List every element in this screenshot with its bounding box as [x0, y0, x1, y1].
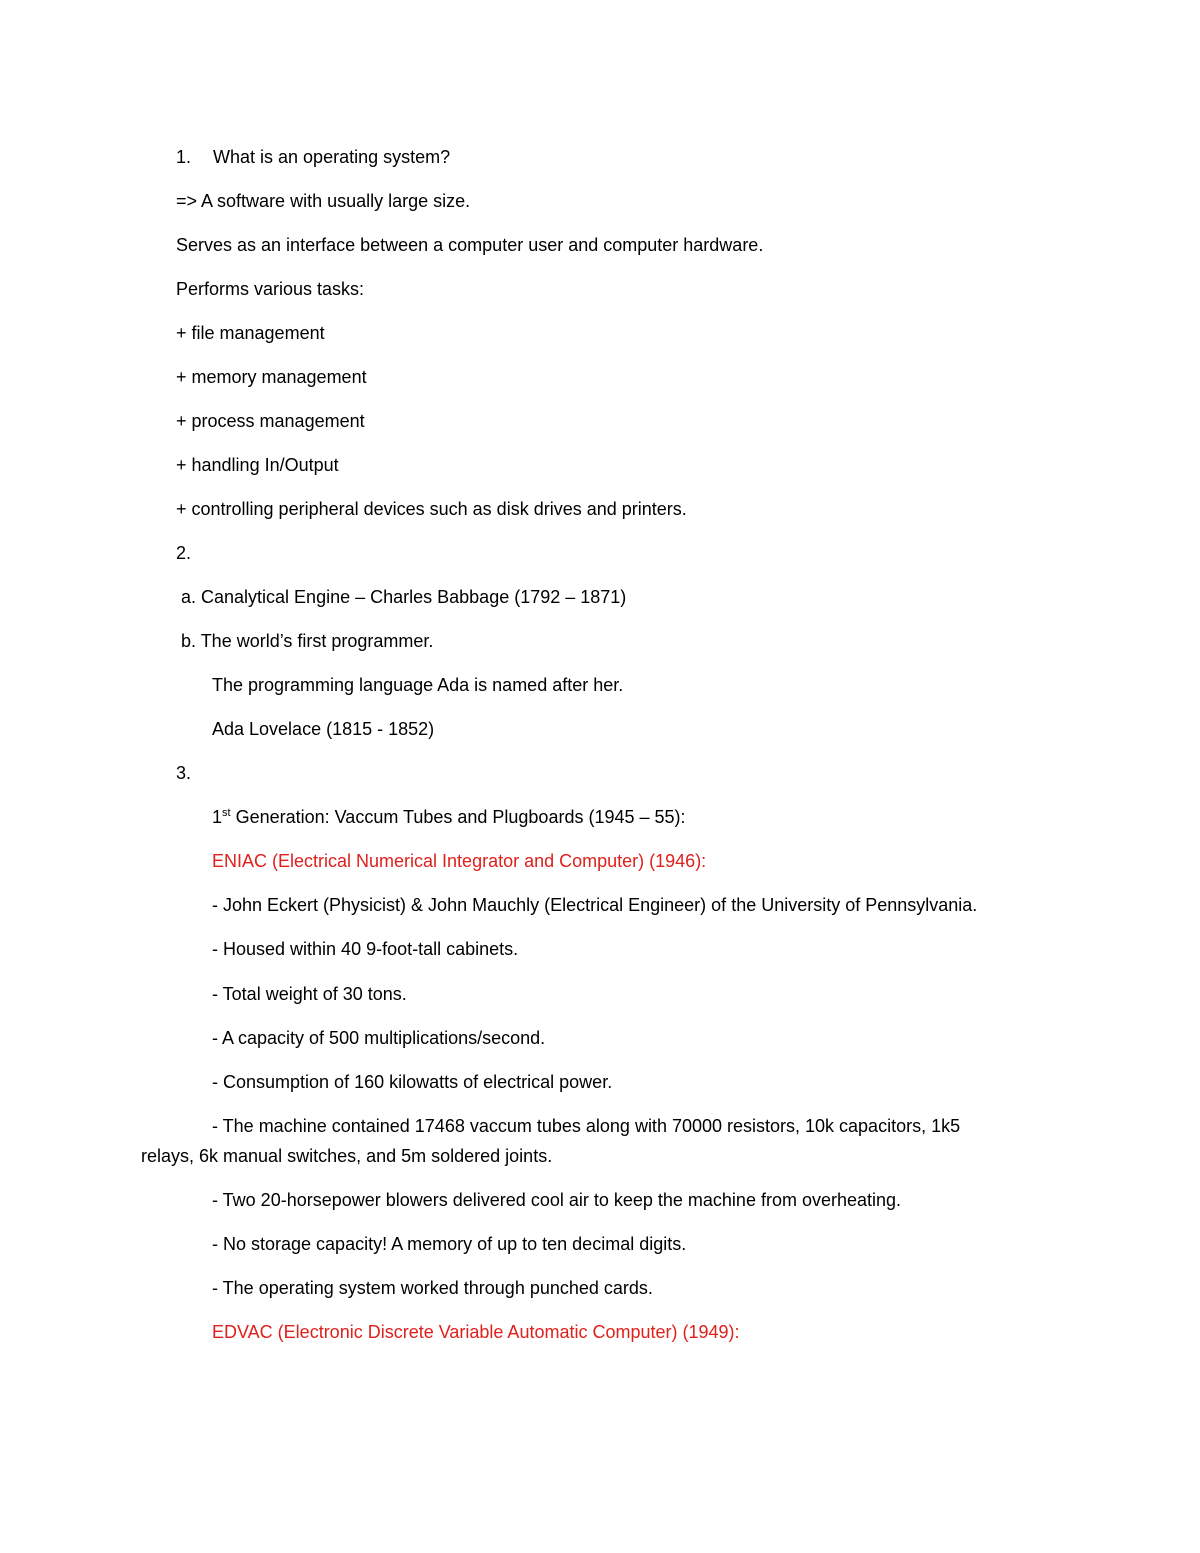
gen1-prefix: 1 — [212, 807, 223, 827]
eniac-point: - Housed within 40 9-foot-tall cabinets. — [212, 939, 519, 959]
q2-number: 2. — [176, 543, 192, 563]
q3-generation-heading — [212, 805, 686, 829]
eniac-heading: ENIAC (Electrical Numerical Integrator and Computer) (1946): — [212, 851, 707, 871]
q1-task-item: + controlling peripheral devices such as disk drives and printers. — [176, 499, 687, 519]
eniac-point: - The operating system worked through punched cards. — [212, 1278, 653, 1298]
eniac-point: - Two 20-horsepower blowers delivered cool air to keep the machine from overheating. — [212, 1190, 902, 1210]
q2-part-b-detail: The programming language Ada is named after her. — [212, 675, 624, 695]
q1-task-item: + memory management — [176, 367, 367, 387]
gen1-superscript: st — [222, 807, 231, 819]
q1-task-item: + process management — [176, 411, 365, 431]
q2-part-a: a. Canalytical Engine – Charles Babbage (1792 – 1871) — [181, 587, 627, 607]
q1-tasks-heading: Performs various tasks: — [176, 279, 365, 299]
q1-answer-intro: => A software with usually large size. — [176, 191, 471, 211]
eniac-point: - No storage capacity! A memory of up to ten decimal digits. — [212, 1234, 687, 1254]
q1-interface: Serves as an interface between a computer user and computer hardware. — [176, 235, 764, 255]
eniac-machine-line-2: relays, 6k manual switches, and 5m soldered joints. — [141, 1146, 553, 1166]
eniac-point: - A capacity of 500 multiplications/second. — [212, 1028, 546, 1048]
edvac-heading: EDVAC (Electronic Discrete Variable Automatic Computer) (1949): — [212, 1322, 740, 1342]
q1-task-item: + handling In/Output — [176, 455, 339, 475]
q1-question: What is an operating system? — [213, 147, 451, 167]
q1-task-item: + file management — [176, 323, 325, 343]
eniac-point: - Consumption of 160 kilowatts of electrical power. — [212, 1072, 613, 1092]
q2-part-b: b. The world’s first programmer. — [181, 631, 434, 651]
q1-number: 1. — [176, 147, 192, 167]
q3-number: 3. — [176, 763, 192, 783]
q1-line — [176, 145, 450, 169]
q2-part-b-name: Ada Lovelace (1815 - 1852) — [212, 719, 435, 739]
eniac-machine-line-1: - The machine contained 17468 vaccum tubes along with 70000 resistors, 10k capacitors, 1k5 — [212, 1116, 961, 1136]
gen1-rest: Generation: Vaccum Tubes and Plugboards (1945 – 55): — [230, 807, 686, 827]
eniac-point: - Total weight of 30 tons. — [212, 984, 407, 1004]
eniac-point: - John Eckert (Physicist) & John Mauchly (Electrical Engineer) of the University of Pennsylvania. — [212, 895, 978, 915]
